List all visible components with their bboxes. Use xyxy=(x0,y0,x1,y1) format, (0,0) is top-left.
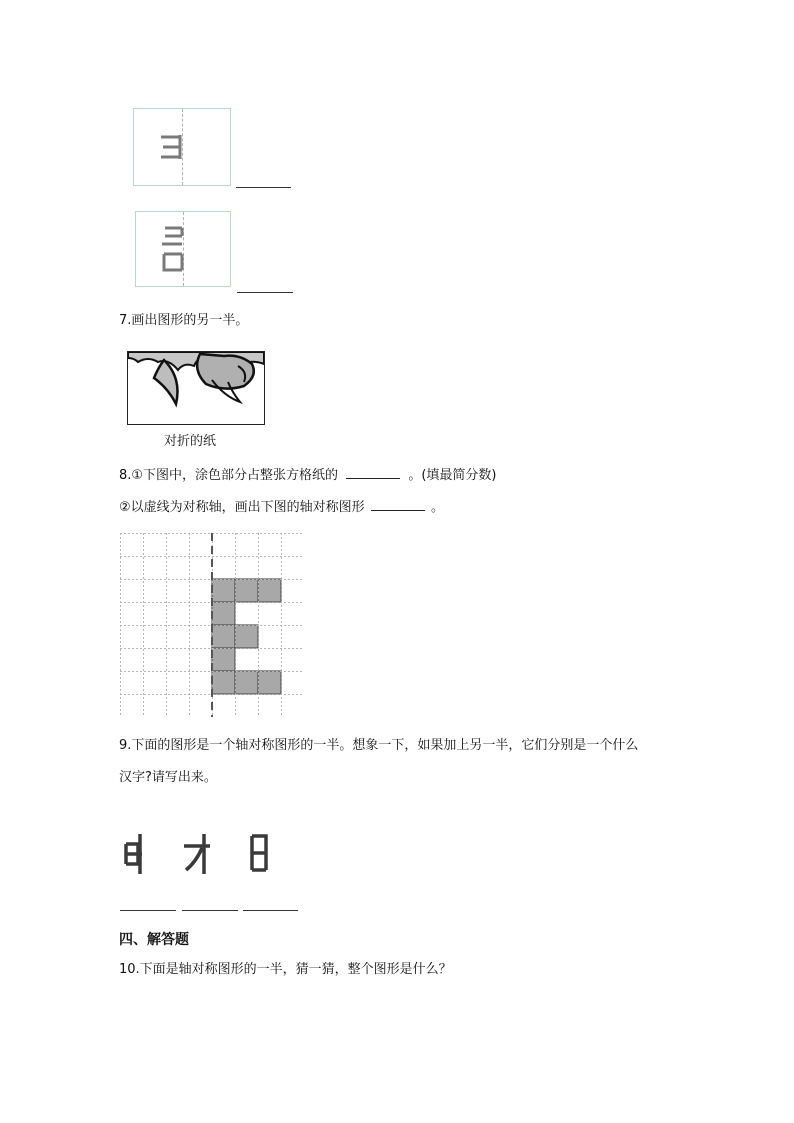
question-9-line-2: 汉字?请写出来。 xyxy=(119,770,217,785)
shaded-cell xyxy=(258,671,281,694)
square-grid-paper[interactable] xyxy=(120,533,304,717)
half-character-b xyxy=(184,834,210,874)
answer-blank-symmetry[interactable] xyxy=(371,498,425,511)
answer-line-char-3[interactable] xyxy=(243,910,298,911)
half-character-card-1 xyxy=(133,108,231,186)
question-10: 10.下面是轴对称图形的一半，猜一猜，整个图形是什么？ xyxy=(119,962,452,977)
half-character-row xyxy=(118,828,278,880)
shaded-cell xyxy=(235,671,258,694)
shaded-cell xyxy=(212,648,235,671)
answer-line-1[interactable] xyxy=(236,187,291,188)
question-9-line-1: 9.下面的图形是一个轴对称图形的一半。想象一下，如果加上另一半，它们分别是一个什么 xyxy=(119,738,639,753)
folded-paper-figure xyxy=(127,351,265,425)
half-character-a xyxy=(126,834,142,874)
question-8-part-1: 8.①下图中，涂色部分占整张方格纸的 。(填最简分数) xyxy=(119,468,497,483)
answer-blank-fraction[interactable] xyxy=(346,466,400,479)
question-8-part-2: ②以虚线为对称轴，画出下图的轴对称图形 。 xyxy=(119,500,444,515)
shaded-cell xyxy=(212,671,235,694)
question-7: 7.画出图形的另一半。 xyxy=(119,313,249,328)
shaded-cell xyxy=(212,579,235,602)
half-character-card-2 xyxy=(135,211,231,287)
half-character-glyph-2 xyxy=(136,212,230,286)
half-character-c xyxy=(252,836,266,870)
leaf-flower-drawing xyxy=(128,352,264,424)
answer-line-char-1[interactable] xyxy=(120,910,176,911)
shaded-cell xyxy=(258,579,281,602)
shaded-cell xyxy=(235,579,258,602)
shaded-cell xyxy=(212,625,235,648)
folded-paper-caption: 对折的纸 xyxy=(164,434,217,449)
shaded-cell xyxy=(212,602,235,625)
shaded-cell xyxy=(235,625,258,648)
half-character-glyph-1 xyxy=(134,109,230,185)
section-heading: 四、解答题 xyxy=(119,932,189,948)
answer-line-2[interactable] xyxy=(237,292,293,293)
answer-line-char-2[interactable] xyxy=(182,910,238,911)
